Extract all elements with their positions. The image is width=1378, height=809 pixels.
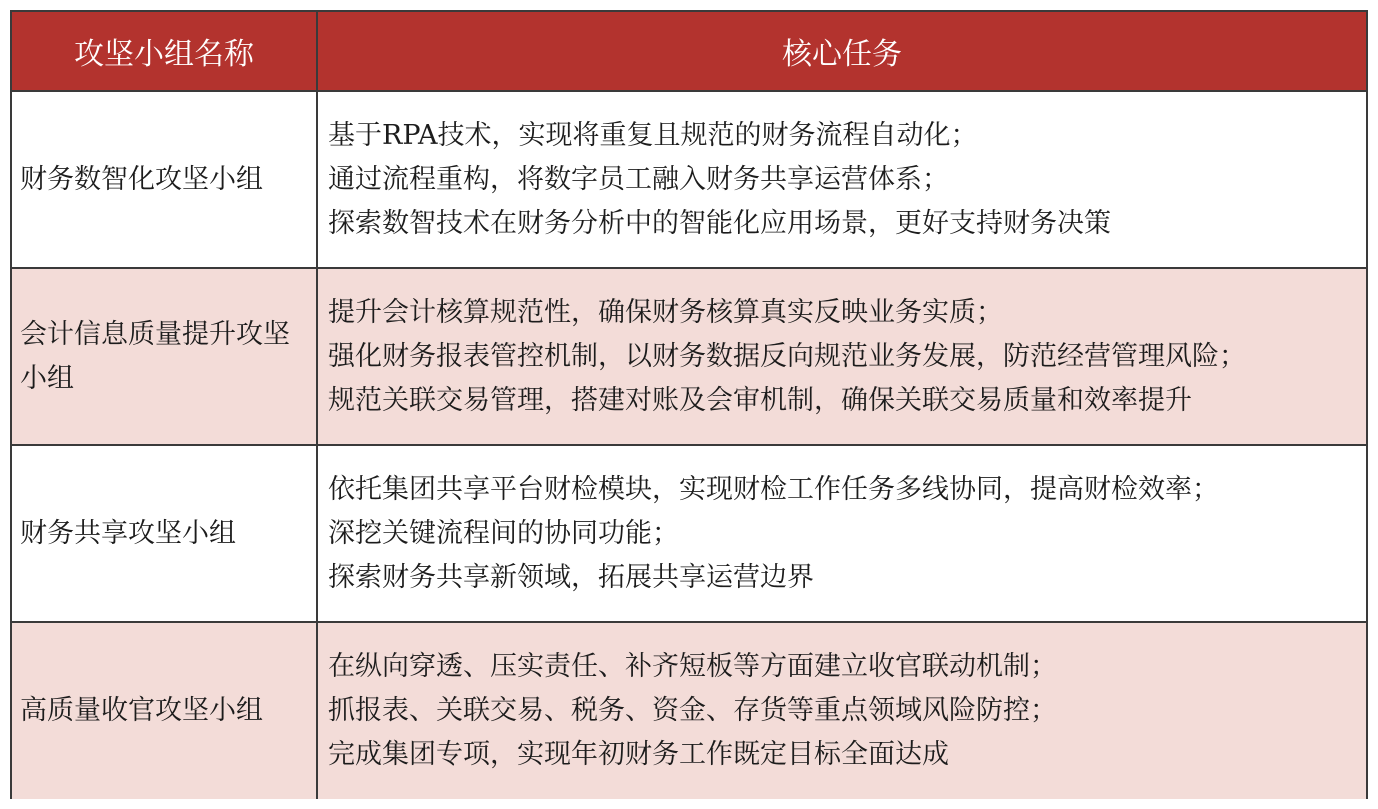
table-row	[12, 91, 1366, 268]
task-line: 强化财务报表管控机制，以财务数据反向规范业务发展，防范经营管理风险；	[328, 340, 1246, 372]
task-line: 完成集团专项，实现年初财务工作既定目标全面达成	[328, 739, 949, 770]
task-line: 基于RPA技术，实现将重复且规范的财务流程自动化；	[328, 119, 978, 151]
header-row	[12, 12, 1366, 91]
group-name-cell: 高质量收官攻坚小组	[12, 622, 317, 799]
task-line: 通过流程重构，将数字员工融入财务共享运营体系；	[328, 163, 949, 195]
task-line: 深挖关键流程间的协同功能；	[328, 517, 679, 549]
header-group-name: 攻坚小组名称	[12, 12, 317, 91]
task-line: 在纵向穿透、压实责任、补齐短板等方面建立收官联动机制；	[328, 651, 1057, 682]
task-line: 抓报表、关联交易、税务、资金、存货等重点领域风险防控；	[328, 695, 1057, 726]
core-tasks-cell	[317, 445, 1366, 622]
group-name-cell: 会计信息质量提升攻坚小组	[12, 268, 317, 445]
task-line: 探索财务共享新领域，拓展共享运营边界	[328, 561, 814, 593]
task-line: 规范关联交易管理，搭建对账及会审机制，确保关联交易质量和效率提升	[328, 384, 1192, 416]
table-row	[12, 268, 1366, 445]
core-tasks-cell	[317, 622, 1366, 799]
group-name-cell: 财务数智化攻坚小组	[12, 91, 317, 268]
table	[12, 12, 1366, 799]
core-tasks-cell	[317, 268, 1366, 445]
core-tasks-cell	[317, 91, 1366, 268]
task-line: 探索数智技术在财务分析中的智能化应用场景，更好支持财务决策	[328, 207, 1111, 239]
table-row	[12, 445, 1366, 622]
task-line: 依托集团共享平台财检模块，实现财检工作任务多线协同，提高财检效率；	[328, 473, 1219, 505]
task-line: 提升会计核算规范性，确保财务核算真实反映业务实质；	[328, 296, 1003, 328]
group-name-cell: 财务共享攻坚小组	[12, 445, 317, 622]
table-row	[12, 622, 1366, 799]
task-groups-table	[10, 10, 1368, 799]
header-core-tasks: 核心任务	[317, 12, 1366, 91]
